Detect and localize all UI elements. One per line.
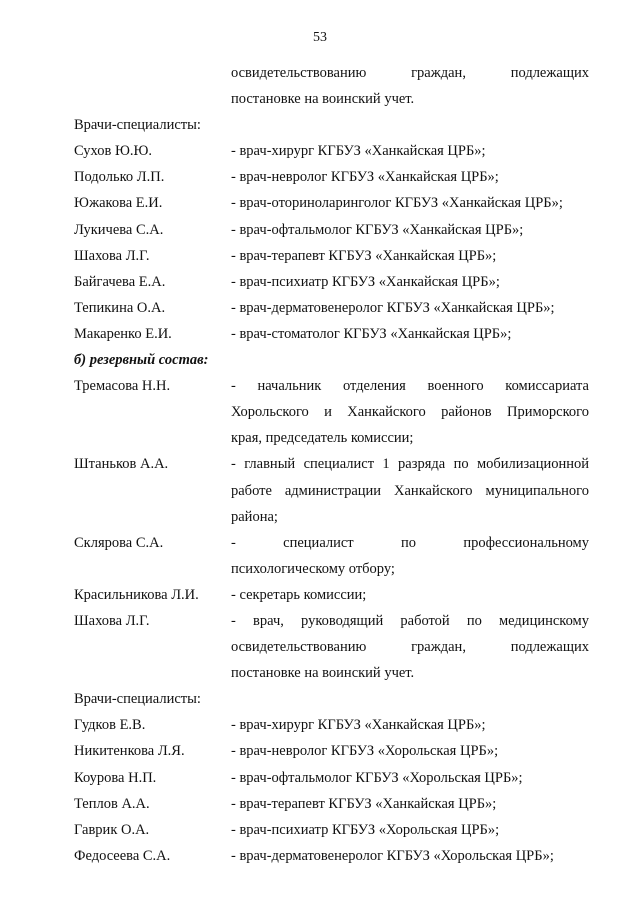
member-name: Склярова С.А. (74, 534, 164, 551)
member-role-cont: края, председатель комиссии; (231, 430, 414, 447)
member-role-cont: психологическому отбору; (231, 560, 395, 577)
member-name: Байгачева Е.А. (74, 273, 166, 290)
member-row (74, 164, 589, 190)
member-role: - начальник отделения военного комиссариата (231, 378, 589, 395)
member-row (74, 243, 589, 269)
member-name: Тепикина О.А. (74, 299, 166, 316)
member-row (74, 765, 589, 791)
member-role-cont: района; (231, 508, 278, 525)
member-row (74, 712, 589, 738)
member-role: - врач-невролог КГБУЗ «Хорольская ЦРБ»; (231, 743, 499, 760)
member-name: Шахова Л.Г. (74, 247, 150, 264)
member-role: - врач-терапевт КГБУЗ «Ханкайская ЦРБ»; (231, 247, 497, 264)
member-role: - врач-оториноларинголог КГБУЗ «Ханкайская ЦРБ»; (231, 195, 563, 212)
member-role: - специалист по профессиональному (231, 534, 589, 551)
member-row (74, 217, 589, 243)
specialists-heading: Врачи-специалисты: (74, 691, 201, 708)
member-row (74, 269, 589, 295)
member-role: - главный специалист 1 разряда по мобилизационной (231, 456, 589, 473)
member-role: - врач-психиатр КГБУЗ «Хорольская ЦРБ»; (231, 821, 500, 838)
member-name: Никитенкова Л.Я. (74, 743, 185, 760)
member-row (74, 530, 589, 556)
specialists-heading: Врачи-специалисты: (74, 117, 201, 134)
member-name: Гаврик О.А. (74, 821, 150, 838)
member-role: - врач-дерматовенеролог КГБУЗ «Хорольская ЦРБ»; (231, 847, 554, 864)
member-row (74, 582, 589, 608)
member-role: - секретарь комиссии; (231, 586, 367, 603)
member-row (74, 190, 589, 216)
member-name: Гудков Е.В. (74, 717, 146, 734)
member-row (74, 373, 589, 399)
member-row (74, 738, 589, 764)
member-role-cont: Хорольского и Ханкайского районов Приморского (231, 404, 589, 421)
member-name: Тремасова Н.Н. (74, 378, 171, 395)
member-role: - врач-офтальмолог КГБУЗ «Ханкайская ЦРБ»; (231, 221, 524, 238)
member-name: Подолько Л.П. (74, 169, 165, 186)
continuation-line: постановке на воинский учет. (231, 91, 415, 108)
member-row (74, 791, 589, 817)
member-name: Макаренко Е.И. (74, 325, 172, 342)
continuation-line: освидетельствованию граждан, подлежащих (231, 65, 589, 81)
member-row (74, 321, 589, 347)
member-row (74, 138, 589, 164)
member-role: - врач-хирург КГБУЗ «Ханкайская ЦРБ»; (231, 143, 486, 160)
member-name: Штаньков А.А. (74, 456, 169, 473)
member-role: - врач-терапевт КГБУЗ «Ханкайская ЦРБ»; (231, 795, 497, 812)
member-row (74, 843, 589, 869)
member-role: - врач-офтальмолог КГБУЗ «Хорольская ЦРБ»; (231, 769, 523, 786)
member-row (74, 608, 589, 634)
member-role-cont: работе администрации Ханкайского муниципального (231, 482, 589, 499)
member-role: - врач-невролог КГБУЗ «Ханкайская ЦРБ»; (231, 169, 499, 186)
member-row (74, 817, 589, 843)
member-role-cont: постановке на воинский учет. (231, 665, 415, 682)
member-name: Коурова Н.П. (74, 769, 157, 786)
member-name: Шахова Л.Г. (74, 612, 150, 629)
member-role-cont: освидетельствованию граждан, подлежащих (231, 639, 589, 656)
member-role: - врач-психиатр КГБУЗ «Ханкайская ЦРБ»; (231, 273, 500, 290)
member-role: - врач-стоматолог КГБУЗ «Ханкайская ЦРБ»; (231, 325, 512, 342)
member-name: Сухов Ю.Ю. (74, 143, 153, 160)
member-name: Лукичева С.А. (74, 221, 164, 238)
member-role: - врач-дерматовенеролог КГБУЗ «Ханкайская ЦРБ»; (231, 299, 555, 316)
document-body (74, 60, 589, 869)
reserve-heading: б) резервный состав: (74, 352, 209, 369)
member-row (74, 451, 589, 477)
member-name: Южакова Е.И. (74, 195, 163, 212)
member-role: - врач-хирург КГБУЗ «Ханкайская ЦРБ»; (231, 717, 486, 734)
member-name: Теплов А.А. (74, 795, 150, 812)
member-name: Красильникова Л.И. (74, 586, 199, 603)
page-number: 53 (313, 30, 327, 45)
member-name: Федосеева С.А. (74, 847, 171, 864)
member-role: - врач, руководящий работой по медицинскому (231, 612, 589, 629)
member-row (74, 295, 589, 321)
